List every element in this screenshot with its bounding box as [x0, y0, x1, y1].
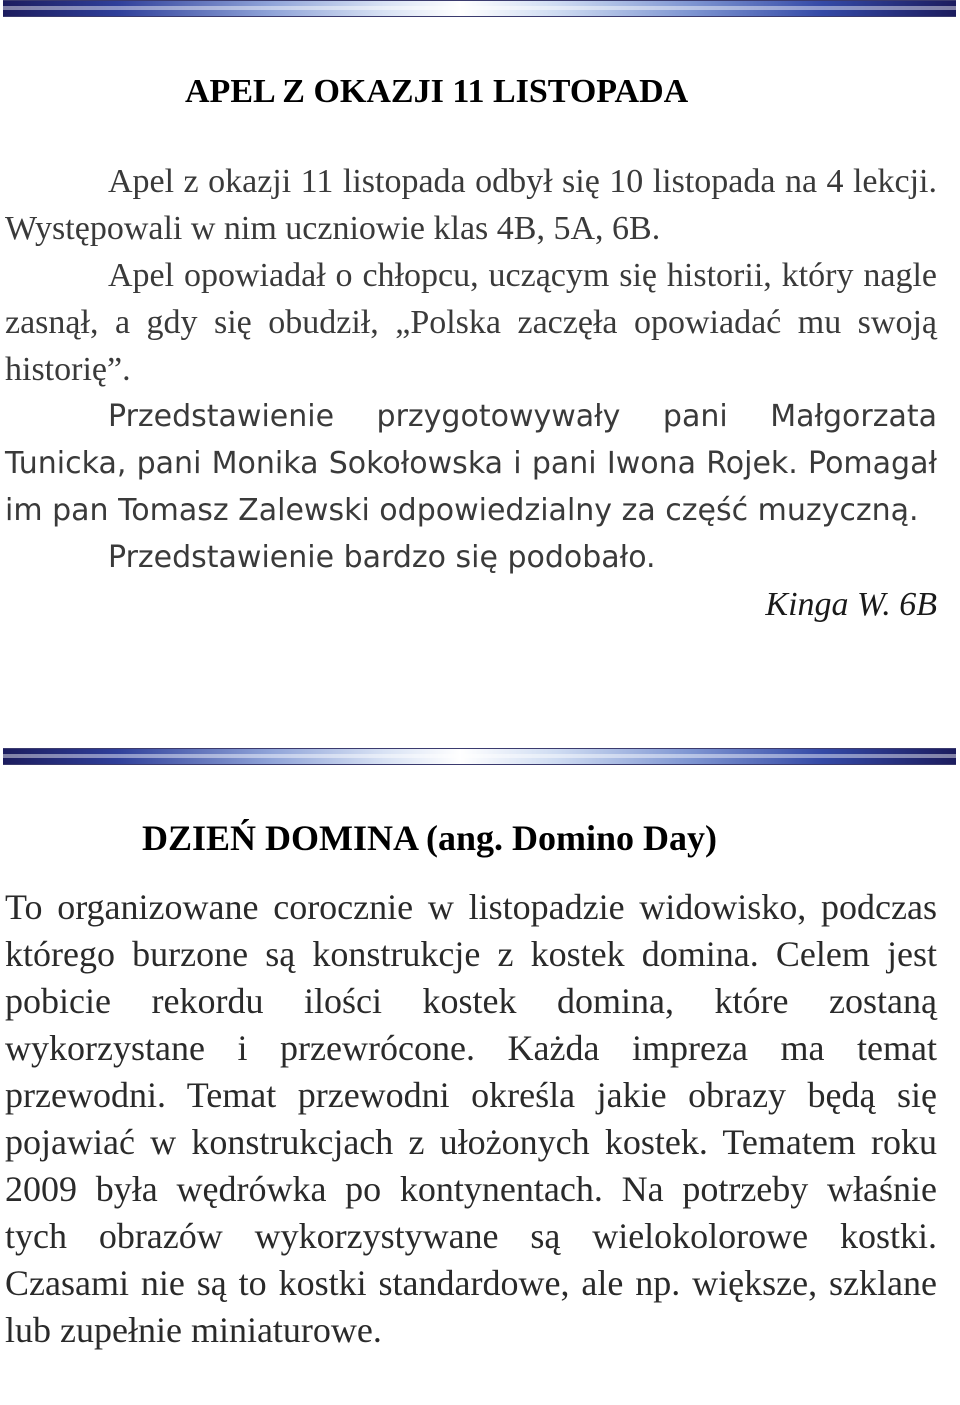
paragraph-2: Apel opowiadał o chłopcu, uczącym się historii, który nagle zasnął, a gdy się obudził, „Polska zaczęła opowiadać mu swoją historię”.	[5, 257, 937, 388]
article-title-domino-day: DZIEŃ DOMINA (ang. Domino Day)	[142, 818, 718, 858]
article-body-apel	[5, 158, 937, 628]
author-signature: Kinga W. 6B	[765, 586, 937, 623]
decorative-divider-top	[3, 0, 956, 17]
paragraph-1: Apel z okazji 11 listopada odbył się 10 listopada na 4 lekcji. Występowali w nim uczniowie klas 4B, 5A, 6B.	[5, 163, 937, 247]
paragraph-4: Przedstawienie bardzo się podobało.	[108, 540, 656, 575]
article-title-apel: APEL Z OKAZJI 11 LISTOPADA	[185, 73, 689, 110]
paragraph-3: Przedstawienie przygotowywały pani Małgorzata Tunicka, pani Monika Sokołowska i pani Iwona Rojek. Pomagał im pan Tomasz Zalewski odpowiedzialny za część muzyczną.	[5, 399, 937, 528]
article-body-domino-day	[5, 884, 937, 1354]
paragraph-domino: To organizowane corocznie w listopadzie widowisko, podczas którego burzone są konstrukcje z kostek domina. Celem jest pobicie rekordu ilości kostek domina, które zostaną wykorzystane i przewrócone. Każda impreza ma temat przewodni. Temat przewodni określa jakie obrazy będą się pojawiać w konstrukcjach z ułożonych kostek. Tematem roku 2009 była wędrówka po kontynentach. Na potrzeby właśnie tych obrazów wykorzystywane są wielokolorowe kostki. Czasami nie są to kostki standardowe, ale np. większe, szklane lub zupełnie miniaturowe.	[5, 887, 937, 1350]
decorative-divider-middle	[3, 748, 956, 765]
